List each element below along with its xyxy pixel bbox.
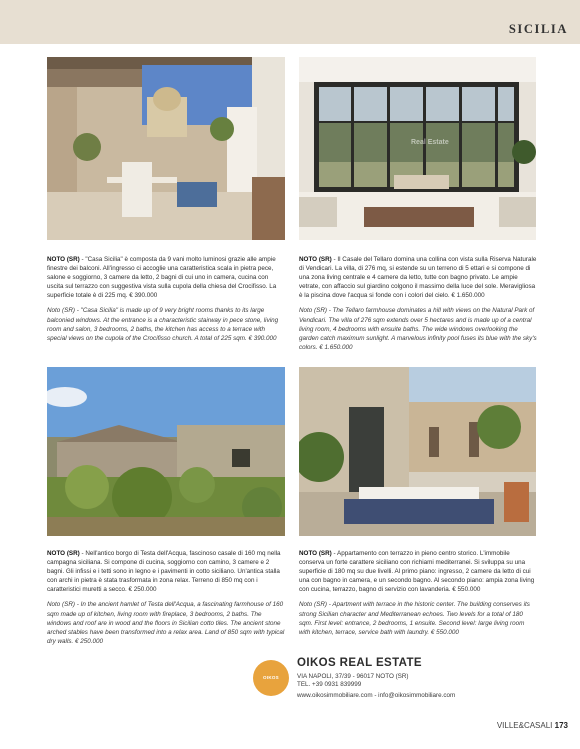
listing-photo-farmhouse — [47, 367, 285, 536]
magazine-name: VILLE&CASALI — [496, 721, 553, 730]
listing-location: NOTO (SR) — [299, 550, 332, 557]
agency-address: VIA NAPOLI, 37/39 - 96017 NOTO (SR) — [297, 673, 409, 680]
listing-location: NOTO (SR) — [299, 256, 332, 263]
section-title: SICILIA — [508, 22, 568, 36]
page-footer — [497, 721, 568, 730]
agency-name: OIKOS REAL ESTATE — [297, 657, 423, 669]
agency-logo — [253, 660, 289, 696]
listing-description-4 — [299, 549, 537, 637]
listing-photo-terrace — [47, 57, 285, 240]
listing-text-italian: - Il Casale del Tellaro domina una collina con vista sulla Riserva Naturale di Vendicari. La villa, di 276 mq, si estende su un terreno di 5 ettari e si compone di una zona living centrale e 4 camere da letto, tutte con bagno privato. Le ampie vetrate, con affaccio sul giardino colgono il massimo della luce del sole. Meravigliosa è la piscina dove l'acqua si fonde con i colori del cielo. € 1.650.000 — [299, 256, 537, 300]
listing-text-italian: - Nell'antico borgo di Testa dell'Acqua, fascinoso casale di 160 mq nella campagna siciliana. Si compone di cucina, soggiorno con camino, 3 camere e 2 bagni. Gli infissi e i tetti sono in legno e i pavimenti in cotto siciliano. Un'antica stalla con archi in pietra è stata trasformata in zona relax. Terreno di 850 mq con i caratteristici muretti a secco. € 250.000 — [47, 550, 281, 594]
listing-photo-living-room — [299, 57, 536, 240]
listing-text-english: Noto (SR) - "Casa Sicilia" is made up of 9 very bright rooms thanks to its large balconied windows. At the entrance is a characteristic stairway in pece stone, living room and salon, 3 bedrooms, 2 baths, the kitchen has access to a terrace with special views on the cupola of the Crocifisso church. A total of 225 sqm. € 390.000 — [47, 307, 279, 342]
listing-text-italian: - Appartamento con terrazzo in pieno centro storico. L'immobile conserva un forte carattere siciliano con richiami mediterranei. Si sviluppa su una superficie di 180 mq su due livelli. Al primo piano: ingresso, 2 camere da letto di cui una con bagno in camera, e un secondo bagno. Al secondo piano: ampia zona living con cucina, terrazzo, bagno di servizio con lavanderia. € 550.000 — [299, 550, 535, 594]
agency-logo-text: OIKOS — [262, 675, 279, 680]
photo-watermark: Real Estate — [411, 139, 449, 146]
listing-location: NOTO (SR) — [47, 550, 80, 557]
header-band — [0, 0, 580, 44]
listing-description-2 — [299, 255, 537, 352]
listing-description-3 — [47, 549, 285, 646]
listing-text-english: Noto (SR) - The Tellaro farmhouse dominates a hill with views on the Natural Park of Vendicari. The villa of 276 sqm extends over 5 hectares and is made up of a central living room, 4 bedrooms with ensuite baths. The wide windows overlooking the garden catch maximum sunlight. A marvelous infinity pool fuses its blue with the sky's colors. € 1.650.000 — [299, 307, 537, 351]
listing-description-1 — [47, 255, 285, 343]
listing-text-english: Noto (SR) - In the ancient hamlet of Testa dell'Acqua, a fascinating farmhouse of 160 sqm made up of kitchen, living room with fireplace, 3 bedrooms, 2 baths. The windows and roof are in wood and the floors in Sicilian cotto tiles. The ancient stone arched stables have been transformed into a relax area. Land of 850 sqm with typical dry walls. € 250.000 — [47, 601, 285, 645]
listing-photo-apartment-terrace — [299, 367, 536, 536]
listing-location: NOTO (SR) — [47, 256, 80, 263]
agency-phone: TEL. +39 0931 839999 — [297, 681, 362, 688]
listing-text-italian: - "Casa Sicilia" è composta da 9 vani molto luminosi grazie alle ampie finestre dei balconi. All'ingresso ci accoglie una caratteristica scala in pietra pece, salone e soggiorno, 3 camere da letto, 2 bagni di cui uno in camera, cucina con uscita sul terrazzo con suggestiva vista sulla cupola della chiesa del Crocifisso. La superficie totale è di 225 mq. € 390.000 — [47, 256, 277, 300]
agency-web[interactable]: www.oikosimmobiliare.com - info@oikosimmobiliare.com — [297, 692, 456, 699]
page-number: 173 — [554, 721, 568, 730]
listing-text-english: Noto (SR) - Apartment with terrace in the historic center. The building conserves its strong Sicilian character and Mediterranean echoes. Two levels for a total of 180 sqm. First level: entrance, 2 bedrooms, 1 ensuite. Second level: large living room with kitchen, terrace, service bath with laundry. € 550.000 — [299, 601, 530, 636]
